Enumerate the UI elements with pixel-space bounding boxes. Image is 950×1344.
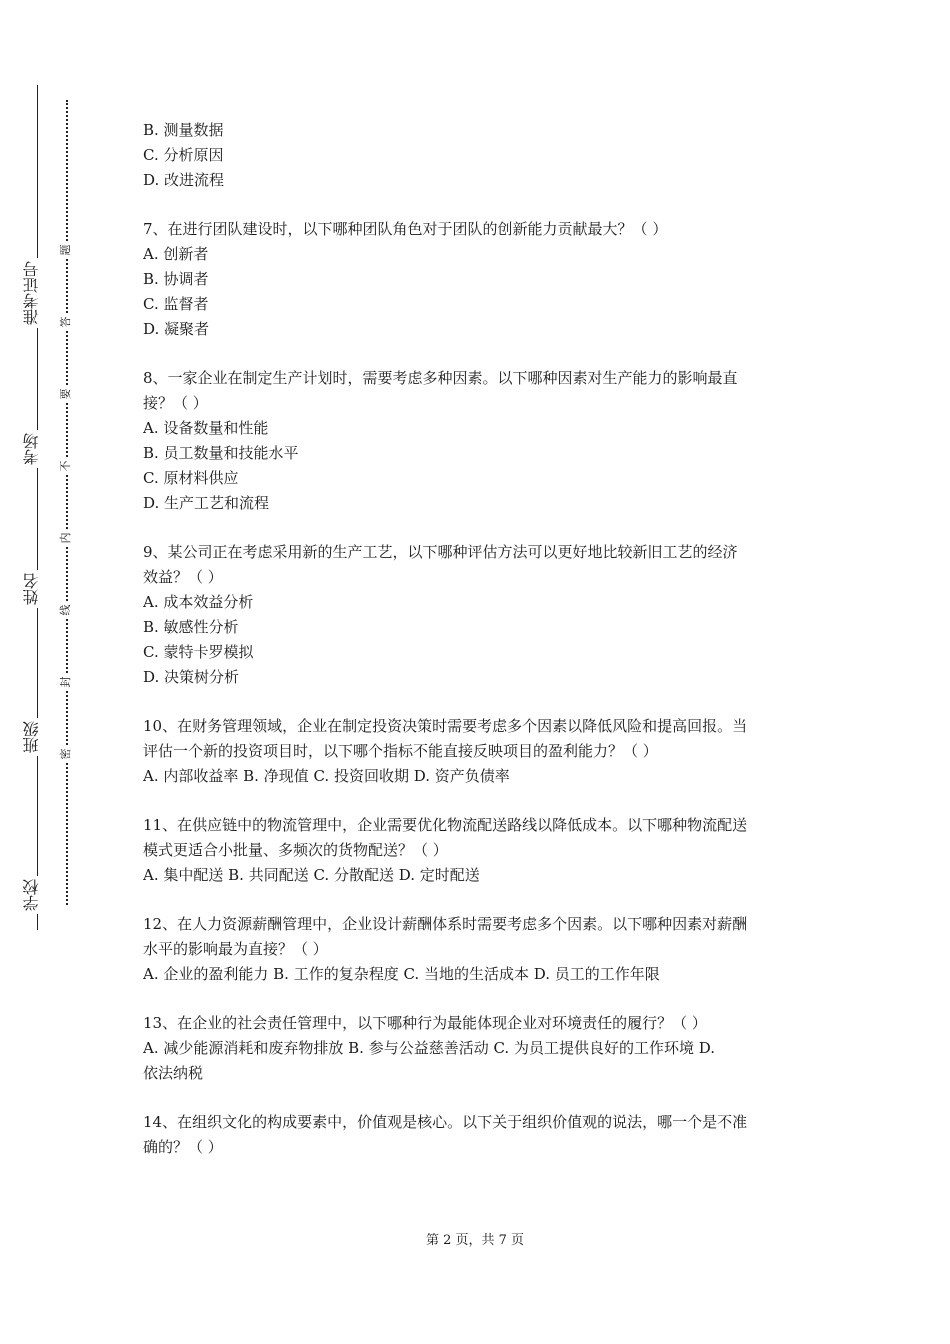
answer-options-inline: 依法纳税 [143,1064,204,1082]
question-10 [143,714,813,789]
field-exam-id-label: 准考证号 [22,258,44,328]
answer-option: B. 员工数量和技能水平 [143,444,299,462]
seal-char: 要 [60,385,72,403]
seal-char: 线 [60,601,72,619]
answer-option: D. 生产工艺和流程 [143,494,270,512]
answer-option: A. 创新者 [143,245,209,263]
question-14 [143,1110,813,1160]
answer-options-inline: A. 集中配送 B. 共同配送 C. 分散配送 D. 定时配送 [143,866,480,884]
question-text: 模式更适合小批量、多频次的货物配送？（ ） [143,841,448,859]
binding-margin [0,0,100,1344]
question-13 [143,1011,813,1086]
answer-options-inline: A. 减少能源消耗和废弃物排放 B. 参与公益慈善活动 C. 为员工提供良好的工作环境 D. [143,1039,715,1057]
binding-solid-line [37,85,38,930]
answer-option: A. 设备数量和性能 [143,419,269,437]
question-7 [143,217,813,342]
question-text: 确的？（ ） [143,1138,223,1156]
answer-option: B. 测量数据 [143,121,224,139]
question-9 [143,540,813,690]
question-text: 评估一个新的投资项目时，以下哪个指标不能直接反映项目的盈利能力？（ ） [143,742,658,760]
question-text: 14、在组织文化的构成要素中，价值观是核心。以下关于组织价值观的说法，哪一个是不准 [143,1113,748,1131]
question-text: 12、在人力资源薪酬管理中，企业设计薪酬体系时需要考虑多个因素。以下哪种因素对薪酬 [143,915,748,933]
field-name-label: 姓名 [22,570,44,608]
question-8 [143,366,813,516]
exam-content [143,118,813,1160]
question-11 [143,813,813,888]
answer-option: D. 改进流程 [143,171,225,189]
answer-option: C. 蒙特卡罗模拟 [143,643,254,661]
continued-options [143,118,813,193]
question-text: 13、在企业的社会责任管理中，以下哪种行为最能体现企业对环境责任的履行？（ ） [143,1014,707,1032]
answer-options-inline: A. 企业的盈利能力 B. 工作的复杂程度 C. 当地的生活成本 D. 员工的工作年限 [143,965,660,983]
seal-char: 不 [60,457,72,475]
question-text: 效益？（ ） [143,568,223,586]
question-text: 7、在进行团队建设时，以下哪种团队角色对于团队的创新能力贡献最大？（ ） [143,220,668,238]
seal-char: 题 [60,241,72,259]
field-class-label: 班级 [22,718,44,756]
answer-option: C. 原材料供应 [143,469,239,487]
question-text: 8、一家企业在制定生产计划时，需要考虑多种因素。以下哪种因素对生产能力的影响最直 [143,369,738,387]
seal-char: 内 [60,529,72,547]
answer-options-inline: A. 内部收益率 B. 净现值 C. 投资回收期 D. 资产负债率 [143,767,510,785]
question-text: 10、在财务管理领域，企业在制定投资决策时需要考虑多个因素以降低风险和提高回报。当 [143,717,748,735]
answer-option: B. 协调者 [143,270,209,288]
answer-option: C. 分析原因 [143,146,224,164]
question-12 [143,912,813,987]
field-school-label: 学校 [22,876,44,914]
question-text: 9、某公司正在考虑采用新的生产工艺，以下哪种评估方法可以更好地比较新旧工艺的经济 [143,543,738,561]
page-footer: 第 2 页，共 7 页 [425,1233,525,1248]
answer-option: D. 凝聚者 [143,320,210,338]
field-exam-room-label: 考场 [22,430,44,468]
question-text: 水平的影响最为直接？（ ） [143,940,328,958]
answer-option: B. 敏感性分析 [143,618,239,636]
answer-option: D. 决策树分析 [143,668,240,686]
answer-option: C. 监督者 [143,295,209,313]
seal-char: 答 [60,313,72,331]
question-text: 接？（ ） [143,394,208,412]
answer-option: A. 成本效益分析 [143,593,254,611]
binding-dotted-line [66,100,68,905]
seal-char: 封 [60,673,72,691]
question-text: 11、在供应链中的物流管理中，企业需要优化物流配送路线以降低成本。以下哪种物流配送 [143,816,748,834]
seal-char: 密 [60,745,72,763]
